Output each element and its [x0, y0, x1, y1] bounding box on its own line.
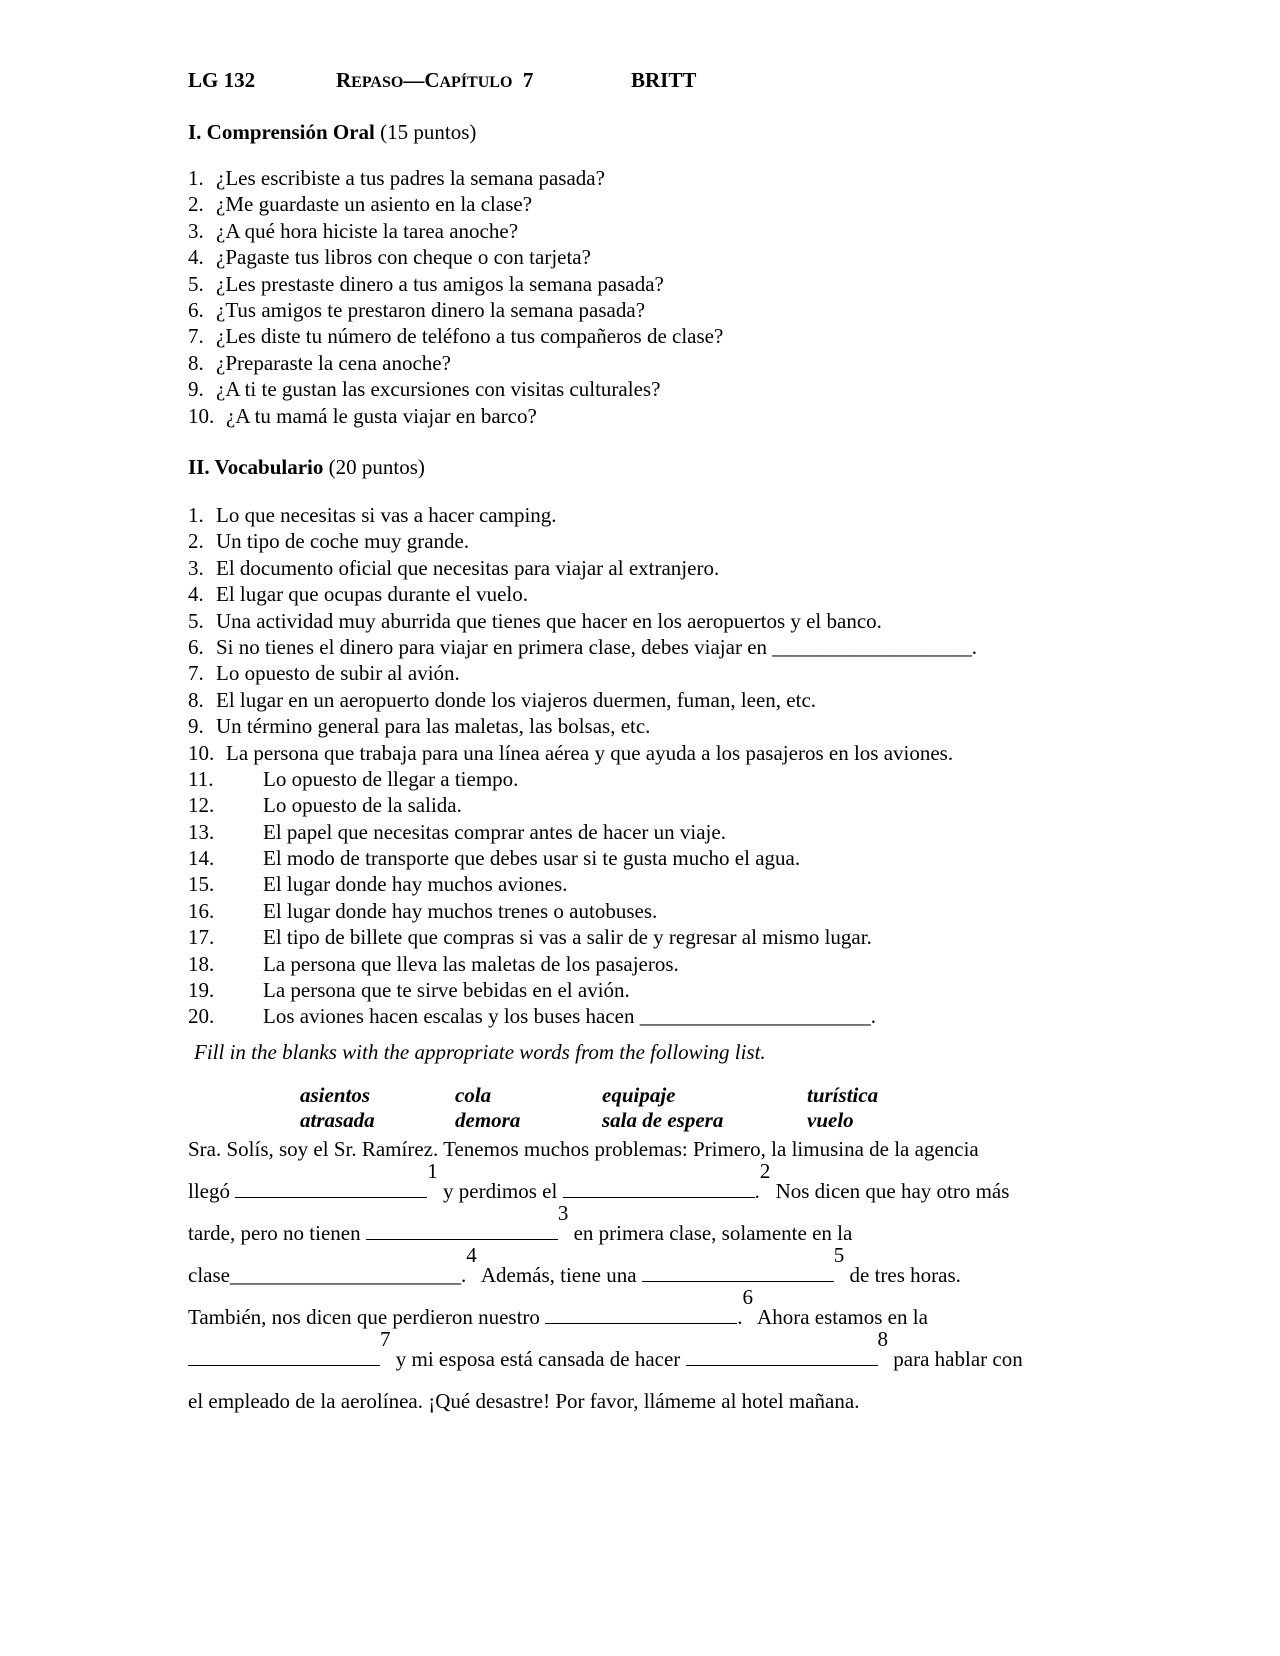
title-initial: R	[336, 68, 352, 92]
answer-blank-7[interactable]	[188, 1347, 380, 1366]
paragraph-line: clase______________________.4 Además, tiene una 5 de tres horas.	[188, 1243, 961, 1287]
list-item: 8. El lugar en un aeropuerto donde los viajeros duermen, fuman, leen, etc.	[188, 687, 817, 712]
list-item: 6. Si no tienes el dinero para viajar en primera clase, debes viajar en ___________________.	[188, 634, 978, 659]
answer-blank-1[interactable]	[235, 1179, 427, 1198]
list-item: 15. El lugar donde hay muchos aviones.	[188, 872, 568, 897]
fill-in-instructions: Fill in the blanks with the appropriate words from the following list.	[194, 1040, 766, 1064]
section-1-heading	[188, 120, 476, 145]
answer-blank-5[interactable]	[642, 1263, 834, 1282]
list-item: 4. El lugar que ocupas durante el vuelo.	[188, 582, 528, 607]
blank-number: 1	[427, 1159, 438, 1183]
list-item: 1. Lo que necesitas si vas a hacer camping.	[188, 503, 557, 527]
section-1-points: (15 puntos)	[380, 120, 477, 144]
title-dash: —	[403, 68, 425, 92]
word-bank-term: sala de espera	[602, 1108, 724, 1132]
word-bank-term: demora	[455, 1108, 521, 1132]
answer-blank-3[interactable]	[366, 1221, 558, 1240]
word-bank-term: cola	[455, 1083, 492, 1107]
list-item: 8. ¿Preparaste la cena anoche?	[188, 350, 451, 375]
answer-blank-8[interactable]	[686, 1347, 878, 1366]
list-item: 3. El documento oficial que necesitas para viajar al extranjero.	[188, 555, 720, 580]
list-item: 2. Un tipo de coche muy grande.	[188, 529, 470, 554]
list-item: 3. ¿A qué hora hiciste la tarea anoche?	[188, 218, 519, 243]
word-bank-term: turística	[807, 1083, 879, 1107]
blank-number: 6	[742, 1285, 753, 1309]
answer-blank-2[interactable]	[563, 1179, 755, 1198]
list-item: 10. ¿A tu mamá le gusta viajar en barco?	[188, 403, 537, 428]
course-code: LG 132	[188, 68, 256, 92]
list-item: 10. La persona que trabaja para una línea aérea y que ayuda a los pasajeros en los aviones.	[188, 740, 954, 765]
list-item: 9. Un término general para las maletas, las bolsas, etc.	[188, 714, 651, 739]
paragraph-line: También, nos dicen que perdieron nuestro .6 Ahora estamos en la	[188, 1285, 928, 1329]
paragraph-line: llegó 1 y perdimos el .2 Nos dicen que hay otro más	[188, 1159, 1010, 1203]
page-header	[188, 60, 1188, 90]
blank-number: 3	[557, 1201, 569, 1225]
list-item: 14. El modo de transporte que debes usar si te gusta mucho el agua.	[188, 846, 801, 871]
blank-number: 4	[466, 1243, 477, 1267]
list-item: 6. ¿Tus amigos te prestaron dinero la semana pasada?	[188, 297, 646, 322]
worksheet-title	[336, 68, 533, 93]
paragraph-line: el empleado de la aerolínea. ¡Qué desastre! Por favor, llámeme al hotel mañana.	[188, 1389, 860, 1413]
blank-number: 5	[833, 1243, 845, 1267]
list-item: 19. La persona que te sirve bebidas en el avión.	[188, 978, 630, 1003]
blank-number: 7	[380, 1327, 391, 1351]
blank-number: 8	[877, 1327, 889, 1351]
list-item: 11. Lo opuesto de llegar a tiempo.	[188, 766, 519, 791]
title-initial-2: C	[424, 68, 440, 92]
title-word-2: APÍTULO	[439, 74, 513, 91]
list-item: 17. El tipo de billete que compras si vas a salir de y regresar al mismo lugar.	[188, 925, 872, 950]
section-2-points: (20 puntos)	[328, 455, 425, 479]
section-1-list	[188, 165, 723, 429]
list-item: 2. ¿Me guardaste un asiento en la clase?	[188, 192, 533, 217]
list-item: 12. Lo opuesto de la salida.	[188, 793, 462, 818]
list-item: 9. ¿A ti te gustan las excursiones con visitas culturales?	[188, 377, 661, 402]
list-item: 5. Una actividad muy aburrida que tienes que hacer en los aeropuertos y el banco.	[188, 608, 882, 633]
word-bank-term: asientos	[300, 1083, 371, 1107]
list-item: 18. La persona que lleva las maletas de los pasajeros.	[188, 951, 679, 976]
list-item: 13. El papel que necesitas comprar antes de hacer un viaje.	[188, 819, 726, 844]
paragraph-line: Sra. Solís, soy el Sr. Ramírez. Tenemos muchos problemas: Primero, la limusina de la agencia	[188, 1137, 979, 1161]
section-2-heading	[188, 455, 425, 480]
list-item: 7. Lo opuesto de subir al avión.	[188, 661, 460, 686]
word-bank-term: equipaje	[602, 1083, 676, 1107]
answer-blank-4[interactable]: clase______________________	[188, 1263, 461, 1287]
word-bank-term: atrasada	[300, 1108, 375, 1132]
list-item: 5. ¿Les prestaste dinero a tus amigos la semana pasada?	[188, 271, 664, 296]
worksheet-page	[188, 60, 1188, 1413]
title-word-1: EPASO	[351, 74, 404, 91]
list-item: 4. ¿Pagaste tus libros con cheque o con tarjeta?	[188, 245, 591, 270]
word-bank-term: vuelo	[807, 1108, 854, 1132]
paragraph-line: 7 y mi esposa está cansada de hacer 8 para hablar con	[188, 1346, 1023, 1372]
list-item: 16. El lugar donde hay muchos trenes o autobuses.	[188, 898, 658, 923]
paragraph-line: tarde, pero no tienen 3 en primera clase, solamente en la	[188, 1201, 853, 1245]
list-item: 1. ¿Les escribiste a tus padres la semana pasada?	[188, 166, 605, 190]
blank-number: 2	[759, 1159, 771, 1183]
list-item: 20. Los aviones hacen escalas y los buses hacen ______________________.	[188, 1004, 876, 1029]
answer-blank-6[interactable]	[545, 1305, 737, 1324]
section-2-title: II. Vocabulario	[188, 455, 324, 479]
section-1-title: I. Comprensión Oral	[188, 120, 375, 144]
chapter-number: 7	[522, 68, 534, 92]
list-item: 7. ¿Les diste tu número de teléfono a tus compañeros de clase?	[188, 324, 724, 349]
teacher-name: BRITT	[631, 68, 697, 92]
section-2-list	[188, 502, 977, 1030]
